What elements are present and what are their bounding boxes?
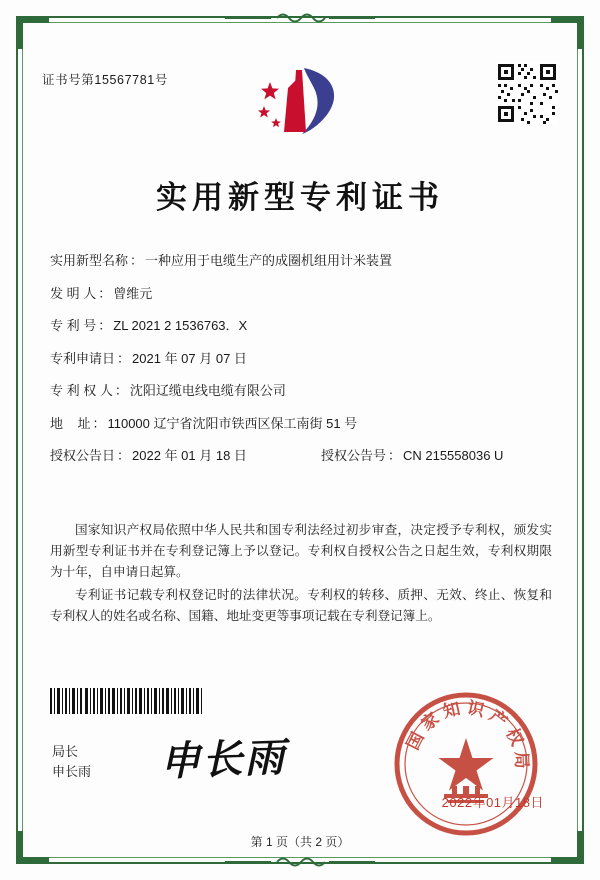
legal-text-block (50, 520, 552, 629)
field-label: 发 明 人 (50, 285, 97, 301)
handwritten-signature: 申长雨 (159, 734, 287, 785)
paragraph-1: 国家知识产权局依照中华人民共和国专利法经过初步审查，决定授予专利权，颁发实用新型专利证书并在专利登记簿上予以登记。专利权自授权公告之日起生效，专利权期限为十年，自申请日起算。 (50, 523, 552, 579)
field-separator: ： (387, 448, 401, 463)
paragraph-2: 专利证书记载专利权登记时的法律状况。专利权的转移、质押、无效、终止、恢复和专利权人的姓名或名称、国籍、地址变更等事项记载在专利登记簿上。 (50, 588, 552, 623)
field-row-patentee (50, 382, 550, 399)
red-official-seal-icon (392, 690, 540, 838)
field-row-inventor (50, 285, 550, 302)
signature-name-label: 申长雨 (52, 764, 92, 779)
certificate-number: 证书号第15567781号 (42, 73, 168, 87)
field-label: 实用新型名称 (50, 253, 129, 268)
grant-announcement-number-group (321, 447, 504, 464)
field-row-utility-model-name (50, 252, 550, 269)
field-value: ZL 2021 2 1536763．X (113, 318, 248, 333)
field-value-grant-date: 2022 年 01 月 18 日 (132, 448, 247, 463)
field-separator: ： (130, 253, 144, 268)
field-label-grant-number: 授权公告号 (320, 448, 386, 463)
field-separator: ： (98, 285, 112, 301)
page-title: 实用新型专利证书 (156, 180, 444, 215)
barcode-icon (50, 688, 202, 714)
top-ornament-icon (225, 10, 375, 26)
field-label-grant-date: 授权公告日 (50, 448, 116, 463)
qr-code-icon (496, 62, 558, 124)
field-label: 专利申请日 (50, 350, 116, 366)
field-row-application-date (50, 350, 550, 367)
field-value: 一种应用于电缆生产的成圈机组用计米装置 (145, 253, 393, 268)
corner-ornament-top-right (551, 18, 582, 49)
fields-list (50, 252, 550, 480)
field-label: 地 址 (50, 415, 91, 431)
field-separator: ： (114, 383, 128, 398)
field-value: 2021 年 07 月 07 日 (132, 350, 247, 366)
field-label: 专 利 权 人 (50, 383, 113, 398)
signature-title-label: 局长 (52, 744, 79, 759)
field-row-patent-number (50, 317, 550, 334)
seal-date: 2022年01月18日 (441, 795, 544, 810)
field-separator: ： (117, 350, 131, 366)
cnipa-logo-icon (250, 62, 350, 140)
field-row-address (50, 415, 550, 432)
field-value: 沈阳辽缆电线电缆有限公司 (129, 383, 286, 398)
field-value-grant-number: CN 215558036 U (402, 448, 504, 463)
field-label: 专 利 号 (50, 318, 97, 333)
field-separator: ： (117, 448, 131, 463)
field-row-grant-announcement (50, 447, 550, 464)
svg-text:国家知识产权局: 国家知识产权局 (403, 698, 532, 774)
bottom-ornament-icon (225, 854, 375, 870)
corner-ornament-top-left (18, 18, 49, 49)
field-value: 曾维元 (113, 285, 153, 301)
field-value: 110000 辽宁省沈阳市铁西区保工南街 51 号 (107, 415, 358, 431)
page-footer: 第 1 页（共 2 页） (250, 835, 350, 849)
field-separator: ： (98, 318, 112, 333)
field-separator: ： (92, 415, 106, 431)
signature-block (52, 742, 91, 782)
